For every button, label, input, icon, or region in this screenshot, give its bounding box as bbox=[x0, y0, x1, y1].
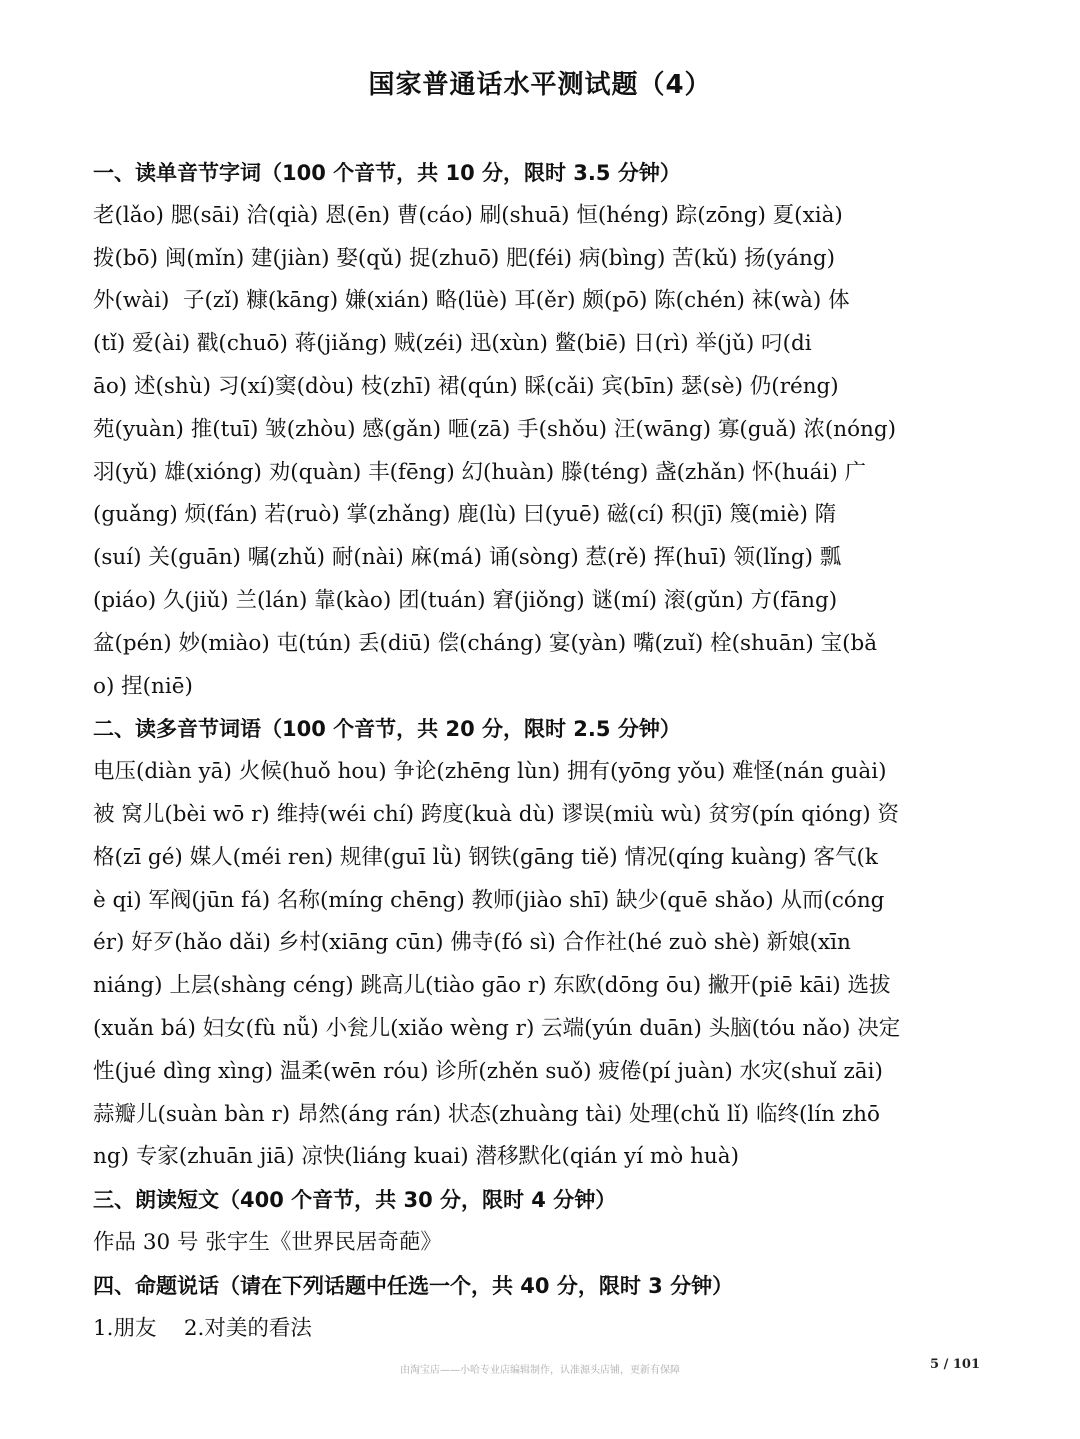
text-line: 苑(yuàn) 推(tuī) 皱(zhòu) 感(gǎn) 咂(zā) 手(shǒu) 汪(wāng) 寡(guǎ) 浓(nóng) bbox=[93, 416, 897, 442]
text-line: 电压(diàn yā) 火候(huǒ hou) 争论(zhēng lùn) 拥有(yōng yǒu) 难怪(nán guài) bbox=[93, 759, 887, 785]
text-line: ér) 好歹(hǎo dǎi) 乡村(xiāng cūn) 佛寺(fó sì) 合作社(hé zuò shè) 新娘(xīn bbox=[93, 930, 851, 956]
page-title: 国家普通话水平测试题（4） bbox=[368, 70, 712, 100]
text-line: (piáo) 久(jiǔ) 兰(lán) 靠(kào) 团(tuán) 窘(jiǒng) 谜(mí) 滚(gǔn) 方(fāng) bbox=[93, 587, 838, 613]
footer-note: 由淘宝店——小哈专业店编辑制作，认准源头店铺，更新有保障 bbox=[400, 1365, 680, 1376]
text-line: (tǐ) 爱(ài) 戳(chuō) 蒋(jiǎng) 贼(zéi) 迅(xùn) 鳖(biē) 日(rì) 举(jǔ) 叼(di bbox=[93, 331, 812, 357]
page-separator: / bbox=[943, 1357, 949, 1372]
text-line: 羽(yǔ) 雄(xióng) 劝(quàn) 丰(fēng) 幻(huàn) 滕(téng) 盏(zhǎn) 怀(huái) 广 bbox=[93, 459, 867, 485]
text-line: niáng) 上层(shàng céng) 跳高儿(tiào gāo r) 东欧(dōng ōu) 撇开(piē kāi) 选拔 bbox=[93, 973, 891, 999]
text-line: (xuǎn bá) 妇女(fù nǚ) 小瓮儿(xiǎo wèng r) 云端(yún duān) 头脑(tóu nǎo) 决定 bbox=[93, 1015, 901, 1041]
section-4 bbox=[93, 1265, 993, 1351]
page-number bbox=[930, 1357, 980, 1372]
text-line: 盆(pén) 妙(miào) 屯(tún) 丢(diū) 偿(cháng) 宴(yàn) 嘴(zuǐ) 栓(shuān) 宝(bǎ bbox=[93, 630, 878, 656]
text-line: (suí) 关(guān) 嘱(zhǔ) 耐(nài) 麻(má) 诵(sòng) 惹(rě) 挥(huī) 领(lǐng) 瓢 bbox=[93, 545, 842, 571]
section-3 bbox=[93, 1179, 993, 1265]
text-line: 外(wài) 子(zǐ) 糠(kāng) 嫌(xián) 略(lüè) 耳(ěr) 颇(pō) 陈(chén) 袜(wà) 体 bbox=[93, 288, 850, 314]
document-body bbox=[93, 152, 993, 1350]
text-line: è qi) 军阀(jūn fá) 名称(míng chēng) 教师(jiào shī) 缺少(quē shǎo) 从而(cóng bbox=[93, 887, 885, 913]
section-1 bbox=[93, 152, 993, 708]
section-heading: 三、朗读短文（400 个音节，共 30 分，限时 4 分钟） bbox=[93, 1188, 617, 1213]
text-line: 拨(bō) 闽(mǐn) 建(jiàn) 娶(qǔ) 捉(zhuō) 肥(féi) 病(bìng) 苦(kǔ) 扬(yáng) bbox=[93, 245, 836, 271]
section-heading: 一、读单音节字词（100 个音节，共 10 分，限时 3.5 分钟） bbox=[93, 161, 681, 185]
text-line: 作品 30 号 张宇生《世界民居奇葩》 bbox=[93, 1229, 442, 1255]
text-line: (guǎng) 烦(fán) 若(ruò) 掌(zhǎng) 鹿(lù) 曰(yuē) 磁(cí) 积(jī) 篾(miè) 隋 bbox=[93, 502, 837, 528]
text-line: 被 窝儿(bèi wō r) 维持(wéi chí) 跨度(kuà dù) 谬误(miù wù) 贫穷(pín qióng) 资 bbox=[93, 801, 899, 827]
page-total: 101 bbox=[952, 1357, 980, 1372]
text-line: ng) 专家(zhuān jiā) 凉快(liáng kuai) 潜移默化(qián yí mò huà) bbox=[93, 1144, 739, 1170]
text-line: 格(zī gé) 媒人(méi ren) 规律(guī lǜ) 钢铁(gāng tiě) 情况(qíng kuàng) 客气(k bbox=[93, 844, 878, 870]
text-line: 1.朋友 2.对美的看法 bbox=[93, 1315, 312, 1341]
section-heading: 二、读多音节词语（100 个音节，共 20 分，限时 2.5 分钟） bbox=[93, 717, 681, 742]
page-current: 5 bbox=[930, 1357, 940, 1372]
section-heading: 四、命题说话（请在下列话题中任选一个，共 40 分，限时 3 分钟） bbox=[93, 1273, 734, 1298]
text-line: 蒜瓣儿(suàn bàn r) 昂然(áng rán) 状态(zhuàng tài) 处理(chǔ lǐ) 临终(lín zhō bbox=[93, 1101, 880, 1127]
section-2 bbox=[93, 708, 993, 1179]
text-line: o) 捏(niē) bbox=[93, 673, 193, 699]
text-line: 性(jué dìng xìng) 温柔(wēn róu) 诊所(zhěn suǒ) 疲倦(pí juàn) 水灾(shuǐ zāi) bbox=[93, 1058, 883, 1084]
text-line: āo) 述(shù) 习(xí)窦(dòu) 枝(zhī) 裙(qún) 睬(cǎi) 宾(bīn) 瑟(sè) 仍(réng) bbox=[93, 373, 839, 399]
text-line: 老(lǎo) 腮(sāi) 洽(qià) 恩(ēn) 曹(cáo) 刷(shuā) 恒(héng) 踪(zōng) 夏(xià) bbox=[93, 202, 843, 228]
